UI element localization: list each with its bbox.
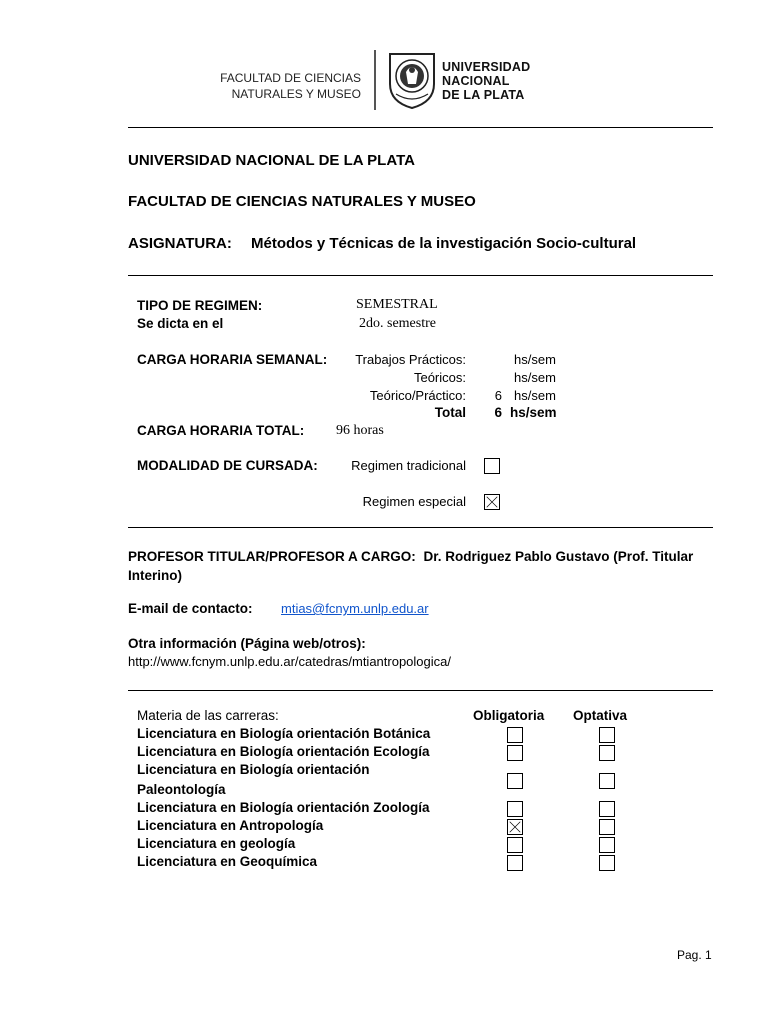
regimen-tradicional-checkbox[interactable] [484, 458, 500, 474]
optativa-checkbox[interactable] [599, 855, 615, 871]
logo-line1: UNIVERSIDAD [442, 60, 531, 74]
carrera-name: Licenciatura en Geoquímica [137, 854, 318, 869]
university-logo-text [442, 60, 530, 102]
university-seal-icon [386, 50, 438, 110]
teorico-practico-unit: hs/sem [514, 388, 556, 403]
materia-header [137, 708, 279, 723]
total-unit: hs/sem [510, 405, 557, 420]
teoricos-unit: hs/sem [514, 370, 556, 385]
logo-line2: NACIONAL [442, 74, 510, 88]
carrera-name: Licenciatura en geología [137, 836, 296, 851]
page-number: Pag. 1 [677, 948, 712, 962]
regimen-tradicional-label: Regimen tradicional [351, 458, 466, 473]
carga-total-value: 96 horas [336, 423, 384, 438]
tipo-regimen-value: SEMESTRAL [356, 297, 438, 312]
profesor-value-line2: Interino) [128, 568, 182, 583]
dicta-label: Se dicta en el [137, 316, 224, 331]
optativa-checkbox[interactable] [599, 819, 615, 835]
divider [128, 127, 713, 128]
teorico-practico-label: Teórico/Práctico: [369, 388, 466, 403]
tp-unit: hs/sem [514, 352, 556, 367]
carga-total-label: CARGA HORARIA TOTAL: [137, 423, 305, 438]
optativa-checkbox[interactable] [599, 801, 615, 817]
materia-header-label: Materia de las carreras: [137, 708, 279, 723]
carrera-name: Licenciatura en Biología orientación Zoología [137, 800, 430, 815]
carrera-name: Licenciatura en Biología orientación [137, 762, 370, 777]
teoricos-label: Teóricos: [413, 370, 466, 385]
obligatoria-checkbox[interactable] [507, 855, 523, 871]
carga-semanal-label: CARGA HORARIA SEMANAL: [137, 352, 328, 367]
profesor-value-line1: Dr. Rodriguez Pablo Gustavo (Prof. Titular [423, 549, 694, 564]
divider [128, 275, 713, 276]
profesor-label: PROFESOR TITULAR/PROFESOR A CARGO: [128, 549, 416, 564]
obligatoria-checkbox[interactable] [507, 819, 523, 835]
header-divider [374, 50, 376, 110]
obligatoria-checkbox[interactable] [507, 837, 523, 853]
divider [128, 690, 713, 691]
carrera-name: Licenciatura en Biología orientación Botánica [137, 726, 431, 741]
modalidad-label: MODALIDAD DE CURSADA: [137, 458, 318, 473]
carrera-name: Licenciatura en Biología orientación Ecología [137, 744, 430, 759]
regimen-especial-checkbox[interactable] [484, 494, 500, 510]
header-faculty-line1: FACULTAD DE CIENCIAS [220, 71, 361, 85]
dicta-value: 2do. semestre [359, 316, 436, 331]
optativa-checkbox[interactable] [599, 773, 615, 789]
otra-info-label: Otra información (Página web/otros): [128, 636, 366, 651]
total-label: Total [434, 405, 466, 420]
email-link[interactable]: mtias@fcnym.unlp.edu.ar [281, 601, 429, 616]
obligatoria-checkbox[interactable] [507, 801, 523, 817]
carrera-name: Licenciatura en Antropología [137, 818, 324, 833]
optativa-header: Optativa [573, 708, 628, 723]
faculty-title: FACULTAD DE CIENCIAS NATURALES Y MUSEO [128, 193, 476, 210]
obligatoria-checkbox[interactable] [507, 727, 523, 743]
carrera-name-cont: Paleontología [137, 782, 226, 797]
obligatoria-checkbox[interactable] [507, 745, 523, 761]
subject-label: ASIGNATURA: [128, 235, 232, 252]
web-url: http://www.fcnym.unlp.edu.ar/catedras/mtiantropologica/ [128, 654, 451, 669]
optativa-checkbox[interactable] [599, 727, 615, 743]
header-faculty-line2: NATURALES Y MUSEO [231, 87, 361, 101]
logo-line3: DE LA PLATA [442, 88, 525, 102]
tipo-regimen-label: TIPO DE REGIMEN: [137, 298, 263, 313]
divider [128, 527, 713, 528]
teorico-practico-value: 6 [494, 388, 502, 403]
regimen-especial-label: Regimen especial [362, 494, 466, 509]
university-title: UNIVERSIDAD NACIONAL DE LA PLATA [128, 152, 415, 169]
profesor-block [128, 547, 708, 585]
check-cross-icon [485, 495, 499, 509]
obligatoria-header: Obligatoria [473, 708, 545, 723]
optativa-checkbox[interactable] [599, 745, 615, 761]
check-cross-icon [508, 820, 522, 834]
optativa-checkbox[interactable] [599, 837, 615, 853]
obligatoria-checkbox[interactable] [507, 773, 523, 789]
subject-value: Métodos y Técnicas de la investigación Socio-cultural [251, 235, 637, 252]
email-label: E-mail de contacto: [128, 601, 253, 616]
tp-label: Trabajos Prácticos: [355, 352, 466, 367]
header-faculty-name [196, 70, 361, 102]
total-value: 6 [494, 405, 502, 420]
